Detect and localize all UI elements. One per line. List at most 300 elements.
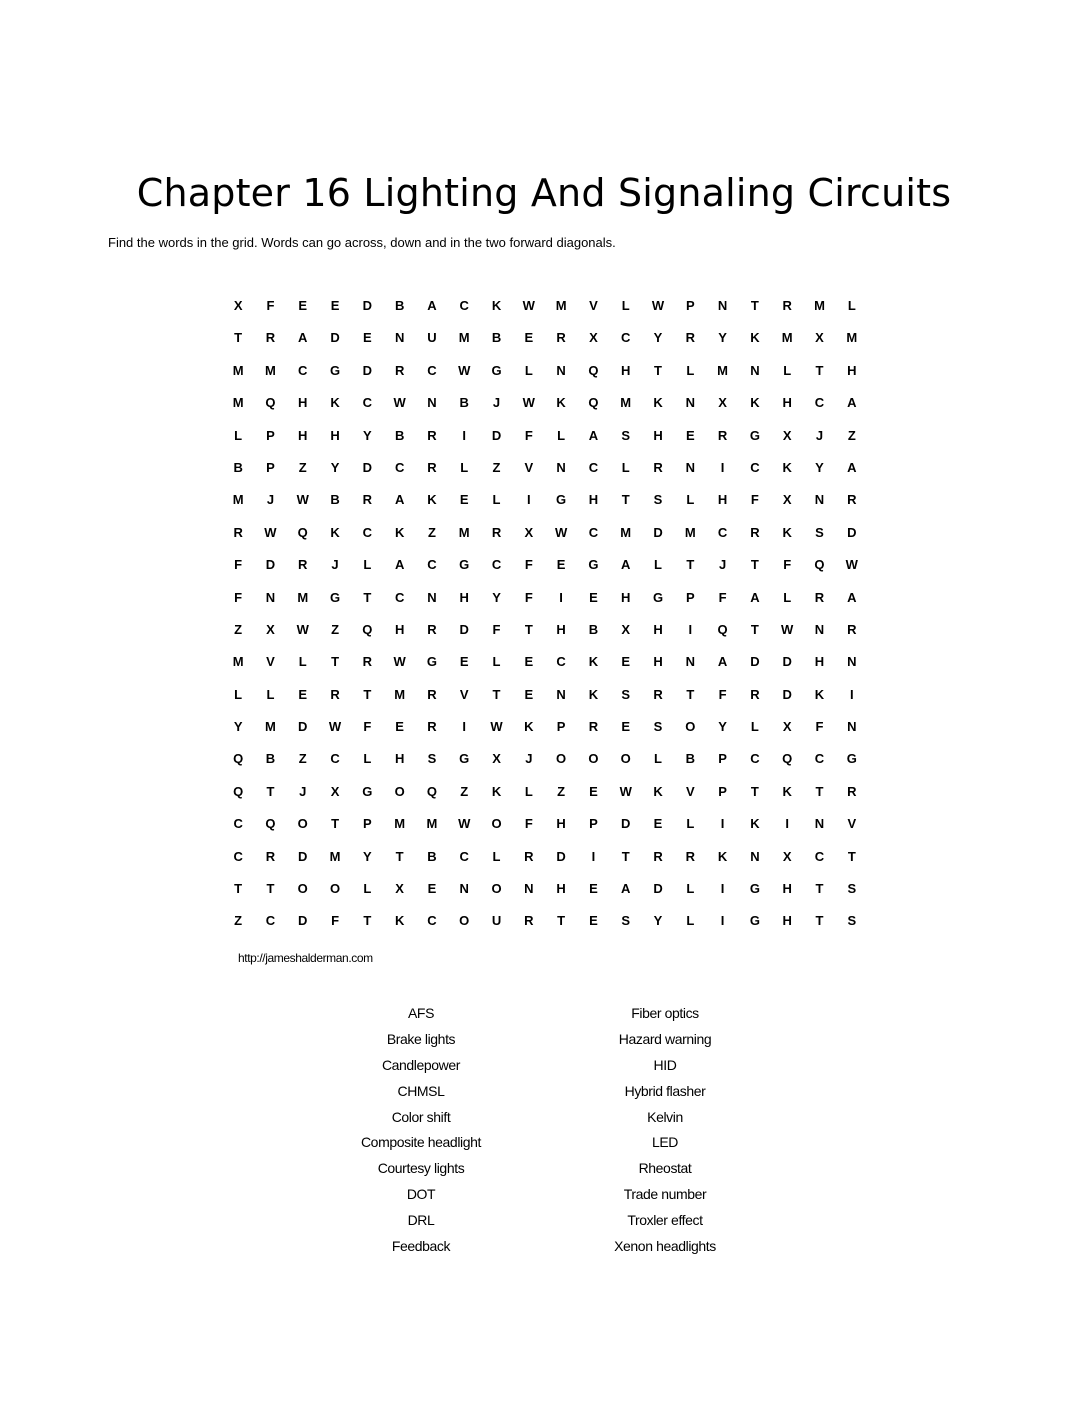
grid-letter[interactable]: E — [395, 719, 404, 735]
grid-letter[interactable]: Q — [782, 751, 793, 767]
grid-letter[interactable]: N — [556, 686, 566, 702]
grid-letter[interactable]: P — [363, 816, 372, 832]
grid-letter[interactable]: L — [524, 783, 533, 799]
grid-letter[interactable]: R — [685, 848, 695, 864]
grid-letter[interactable]: T — [266, 783, 275, 799]
grid-letter[interactable]: W — [393, 395, 406, 411]
grid-letter[interactable]: C — [588, 524, 599, 540]
grid-letter[interactable]: G — [459, 557, 470, 573]
grid-letter[interactable]: Z — [331, 621, 340, 637]
grid-letter[interactable]: S — [621, 686, 631, 702]
grid-letter[interactable]: B — [394, 298, 405, 313]
grid-letter[interactable]: T — [363, 686, 372, 702]
grid-letter[interactable]: H — [782, 913, 792, 929]
grid-letter[interactable]: M — [232, 654, 244, 670]
grid-letter[interactable]: K — [588, 654, 599, 670]
grid-letter[interactable]: E — [427, 881, 437, 897]
grid-letter[interactable]: K — [750, 330, 760, 346]
grid-letter[interactable]: T — [847, 848, 856, 864]
grid-letter[interactable]: H — [394, 621, 405, 637]
grid-letter[interactable]: F — [492, 621, 501, 637]
grid-letter[interactable]: T — [686, 557, 695, 573]
grid-letter[interactable]: T — [234, 881, 243, 897]
grid-letter[interactable]: G — [749, 427, 760, 443]
grid-letter[interactable]: L — [460, 459, 469, 475]
grid-letter[interactable]: L — [363, 751, 372, 767]
grid-letter[interactable]: K — [556, 395, 566, 411]
grid-letter[interactable]: H — [459, 589, 469, 605]
grid-letter[interactable]: D — [653, 881, 663, 897]
grid-letter[interactable]: W — [490, 719, 503, 735]
grid-letter[interactable]: H — [394, 751, 405, 767]
grid-letter[interactable]: C — [362, 395, 373, 411]
grid-letter[interactable]: Z — [557, 783, 566, 799]
grid-letter[interactable]: M — [781, 330, 793, 346]
grid-letter[interactable]: L — [750, 719, 759, 735]
grid-letter[interactable]: L — [363, 557, 372, 573]
grid-letter[interactable]: L — [234, 686, 243, 702]
grid-letter[interactable]: E — [589, 783, 598, 799]
grid-letter[interactable]: T — [331, 816, 340, 832]
grid-letter[interactable]: R — [653, 848, 663, 864]
grid-letter[interactable]: F — [331, 913, 340, 929]
grid-letter[interactable]: R — [233, 524, 243, 540]
grid-letter[interactable]: H — [556, 881, 566, 897]
grid-letter[interactable]: N — [814, 621, 825, 637]
grid-letter[interactable]: K — [814, 686, 825, 702]
grid-letter[interactable]: L — [492, 492, 501, 508]
grid-letter[interactable]: G — [556, 492, 567, 508]
grid-letter[interactable]: Z — [847, 427, 856, 443]
grid-letter[interactable]: N — [847, 719, 857, 735]
grid-letter[interactable]: R — [491, 524, 502, 540]
grid-letter[interactable]: A — [298, 330, 308, 346]
grid-letter[interactable]: R — [427, 459, 437, 475]
grid-letter[interactable]: T — [363, 913, 372, 929]
grid-letter[interactable]: W — [393, 654, 406, 670]
grid-letter[interactable]: G — [459, 751, 470, 767]
grid-letter[interactable]: N — [427, 395, 437, 411]
grid-letter[interactable]: Q — [814, 557, 825, 573]
grid-letter[interactable]: I — [720, 881, 725, 897]
grid-letter[interactable]: D — [556, 848, 566, 864]
grid-letter[interactable]: T — [815, 783, 824, 799]
grid-letter[interactable]: T — [686, 686, 695, 702]
grid-letter[interactable]: E — [459, 492, 469, 508]
grid-letter[interactable]: M — [684, 524, 696, 540]
grid-letter[interactable]: D — [265, 557, 276, 573]
grid-letter[interactable]: R — [653, 459, 663, 475]
grid-letter[interactable]: Z — [234, 621, 243, 637]
grid-letter[interactable]: R — [427, 621, 437, 637]
grid-letter[interactable]: C — [588, 459, 599, 475]
grid-letter[interactable]: T — [234, 330, 243, 346]
grid-letter[interactable]: A — [621, 557, 631, 573]
grid-letter[interactable]: N — [814, 492, 825, 508]
grid-letter[interactable]: B — [394, 427, 405, 443]
grid-letter[interactable]: X — [266, 621, 275, 637]
grid-letter[interactable]: T — [524, 621, 533, 637]
grid-letter[interactable]: C — [394, 459, 405, 475]
grid-letter[interactable]: O — [685, 719, 696, 735]
grid-letter[interactable]: W — [651, 298, 665, 313]
grid-letter[interactable]: C — [814, 751, 825, 767]
grid-letter[interactable]: R — [427, 686, 437, 702]
grid-letter[interactable]: Y — [718, 719, 727, 735]
grid-letter[interactable]: E — [524, 686, 534, 702]
grid-letter[interactable]: G — [588, 557, 599, 573]
grid-letter[interactable]: C — [394, 589, 405, 605]
grid-letter[interactable]: R — [782, 298, 792, 313]
grid-letter[interactable]: T — [815, 913, 824, 929]
grid-letter[interactable]: L — [686, 492, 695, 508]
grid-letter[interactable]: D — [362, 459, 373, 475]
grid-letter[interactable]: C — [298, 362, 308, 378]
grid-letter[interactable]: L — [524, 362, 533, 378]
grid-letter[interactable]: Q — [265, 395, 276, 411]
grid-letter[interactable]: O — [620, 751, 631, 767]
grid-letter[interactable]: F — [750, 492, 759, 508]
grid-letter[interactable]: B — [459, 395, 469, 411]
grid-letter[interactable]: J — [299, 783, 307, 799]
grid-letter[interactable]: C — [556, 654, 566, 670]
grid-letter[interactable]: X — [330, 783, 340, 799]
grid-letter[interactable]: Q — [588, 362, 599, 378]
grid-letter[interactable]: L — [686, 913, 695, 929]
grid-letter[interactable]: R — [427, 719, 437, 735]
grid-letter[interactable]: L — [363, 881, 372, 897]
grid-letter[interactable]: E — [524, 330, 534, 346]
grid-letter[interactable]: K — [588, 686, 599, 702]
grid-letter[interactable]: M — [265, 362, 276, 378]
grid-letter[interactable]: M — [814, 298, 825, 313]
grid-letter[interactable]: D — [298, 848, 308, 864]
grid-letter[interactable]: L — [492, 848, 501, 864]
grid-letter[interactable]: F — [524, 816, 533, 832]
grid-letter[interactable]: I — [849, 686, 854, 702]
grid-letter[interactable]: F — [718, 589, 727, 605]
grid-letter[interactable]: E — [298, 298, 308, 313]
grid-letter[interactable]: G — [652, 589, 664, 605]
grid-letter[interactable]: C — [814, 395, 825, 411]
grid-letter[interactable]: N — [814, 816, 825, 832]
grid-letter[interactable]: S — [427, 751, 437, 767]
grid-letter[interactable]: M — [426, 816, 438, 832]
grid-letter[interactable]: D — [782, 686, 792, 702]
grid-letter[interactable]: W — [264, 524, 277, 540]
grid-letter[interactable]: D — [782, 654, 792, 670]
grid-letter[interactable]: L — [266, 686, 275, 702]
grid-letter[interactable]: C — [491, 557, 502, 573]
grid-letter[interactable]: K — [491, 298, 502, 313]
grid-letter[interactable]: L — [621, 298, 630, 313]
grid-letter[interactable]: U — [491, 913, 502, 929]
grid-letter[interactable]: L — [557, 427, 566, 443]
grid-letter[interactable]: E — [621, 654, 631, 670]
grid-letter[interactable]: N — [750, 848, 760, 864]
grid-letter[interactable]: A — [847, 395, 857, 411]
grid-letter[interactable]: K — [524, 719, 534, 735]
grid-letter[interactable]: R — [394, 362, 405, 378]
grid-letter[interactable]: T — [621, 848, 630, 864]
grid-letter[interactable]: H — [653, 427, 663, 443]
grid-letter[interactable]: E — [685, 427, 695, 443]
grid-letter[interactable]: N — [717, 298, 728, 313]
grid-letter[interactable]: J — [266, 492, 275, 508]
grid-letter[interactable]: N — [685, 654, 695, 670]
grid-letter[interactable]: M — [555, 298, 567, 313]
grid-letter[interactable]: E — [653, 816, 663, 832]
grid-letter[interactable]: B — [685, 751, 695, 767]
grid-letter[interactable]: A — [427, 298, 437, 313]
grid-letter[interactable]: T — [815, 362, 824, 378]
grid-letter[interactable]: X — [492, 751, 501, 767]
grid-letter[interactable]: P — [556, 719, 566, 735]
grid-letter[interactable]: G — [749, 881, 760, 897]
grid-letter[interactable]: H — [653, 621, 663, 637]
grid-letter[interactable]: C — [233, 816, 243, 832]
grid-letter[interactable]: J — [492, 395, 501, 411]
grid-letter[interactable]: B — [588, 621, 599, 637]
grid-letter[interactable]: B — [233, 459, 243, 475]
grid-letter[interactable]: H — [556, 621, 566, 637]
grid-letter[interactable]: Y — [718, 330, 727, 346]
grid-letter[interactable]: C — [621, 330, 631, 346]
grid-letter[interactable]: L — [621, 459, 630, 475]
grid-letter[interactable]: Y — [330, 459, 340, 475]
grid-letter[interactable]: Q — [426, 783, 437, 799]
grid-letter[interactable]: X — [718, 395, 727, 411]
grid-letter[interactable]: K — [750, 816, 760, 832]
grid-letter[interactable]: Y — [653, 913, 663, 929]
grid-letter[interactable]: D — [298, 719, 308, 735]
grid-letter[interactable]: B — [427, 848, 437, 864]
grid-letter[interactable]: R — [685, 330, 695, 346]
grid-letter[interactable]: X — [782, 492, 792, 508]
grid-letter[interactable]: E — [589, 913, 598, 929]
grid-letter[interactable]: I — [462, 427, 467, 443]
grid-letter[interactable]: A — [394, 492, 405, 508]
grid-letter[interactable]: D — [362, 362, 373, 378]
grid-letter[interactable]: N — [685, 459, 695, 475]
grid-letter[interactable]: A — [588, 427, 599, 443]
grid-letter[interactable]: S — [653, 719, 663, 735]
grid-letter[interactable]: Q — [265, 816, 276, 832]
grid-letter[interactable]: D — [459, 621, 469, 637]
grid-letter[interactable]: Z — [427, 524, 436, 540]
grid-letter[interactable]: L — [234, 427, 243, 443]
grid-letter[interactable]: N — [685, 395, 695, 411]
grid-letter[interactable]: N — [265, 589, 276, 605]
grid-letter[interactable]: V — [847, 816, 857, 832]
grid-letter[interactable]: D — [362, 298, 373, 313]
grid-letter[interactable]: R — [814, 589, 825, 605]
grid-letter[interactable]: L — [686, 816, 695, 832]
grid-letter[interactable]: F — [783, 557, 792, 573]
grid-letter[interactable]: A — [750, 589, 760, 605]
grid-letter[interactable]: X — [589, 330, 598, 346]
grid-letter[interactable]: F — [363, 719, 372, 735]
grid-letter[interactable]: I — [720, 816, 725, 832]
grid-letter[interactable]: T — [815, 881, 824, 897]
grid-letter[interactable]: A — [621, 881, 631, 897]
grid-letter[interactable]: R — [427, 427, 437, 443]
grid-letter[interactable]: L — [686, 881, 695, 897]
grid-letter[interactable]: L — [298, 654, 307, 670]
grid-letter[interactable]: W — [296, 621, 309, 637]
grid-letter[interactable]: C — [427, 362, 437, 378]
grid-letter[interactable]: N — [459, 881, 469, 897]
grid-letter[interactable]: K — [491, 783, 502, 799]
grid-letter[interactable]: X — [395, 881, 404, 897]
grid-letter[interactable]: I — [462, 719, 467, 735]
grid-letter[interactable]: T — [266, 881, 275, 897]
grid-letter[interactable]: N — [524, 881, 534, 897]
grid-letter[interactable]: I — [591, 848, 596, 864]
grid-letter[interactable]: C — [362, 524, 373, 540]
grid-letter[interactable]: G — [329, 362, 341, 378]
grid-letter[interactable]: C — [330, 751, 340, 767]
grid-letter[interactable]: E — [459, 654, 469, 670]
grid-letter[interactable]: D — [750, 654, 760, 670]
grid-letter[interactable]: P — [266, 459, 275, 475]
grid-letter[interactable]: P — [718, 783, 727, 799]
grid-letter[interactable]: B — [330, 492, 340, 508]
grid-letter[interactable]: H — [653, 654, 663, 670]
grid-letter[interactable]: C — [717, 524, 728, 540]
grid-letter[interactable]: X — [782, 427, 792, 443]
grid-letter[interactable]: W — [458, 362, 471, 378]
grid-letter[interactable]: D — [653, 524, 663, 540]
grid-letter[interactable]: J — [815, 427, 824, 443]
grid-letter[interactable]: E — [556, 557, 566, 573]
grid-letter[interactable]: V — [266, 654, 275, 670]
grid-letter[interactable]: C — [459, 298, 469, 313]
grid-letter[interactable]: T — [750, 298, 759, 313]
grid-letter[interactable]: R — [362, 654, 373, 670]
grid-letter[interactable]: F — [815, 719, 824, 735]
grid-letter[interactable]: R — [588, 719, 599, 735]
grid-letter[interactable]: S — [847, 881, 857, 897]
grid-letter[interactable]: V — [685, 783, 695, 799]
grid-letter[interactable]: R — [362, 492, 373, 508]
grid-letter[interactable]: X — [782, 719, 792, 735]
grid-letter[interactable]: D — [491, 427, 502, 443]
grid-letter[interactable]: L — [686, 362, 695, 378]
grid-letter[interactable]: H — [556, 816, 566, 832]
grid-letter[interactable]: P — [718, 751, 727, 767]
grid-letter[interactable]: K — [394, 913, 405, 929]
grid-letter[interactable]: O — [329, 881, 341, 897]
grid-letter[interactable]: R — [653, 686, 663, 702]
grid-letter[interactable]: H — [588, 492, 599, 508]
grid-letter[interactable]: C — [265, 913, 276, 929]
grid-letter[interactable]: H — [330, 427, 340, 443]
grid-letter[interactable]: R — [847, 621, 857, 637]
grid-letter[interactable]: D — [298, 913, 308, 929]
grid-letter[interactable]: W — [781, 621, 794, 637]
grid-letter[interactable]: E — [524, 654, 534, 670]
grid-letter[interactable]: K — [653, 395, 663, 411]
grid-letter[interactable]: R — [750, 686, 760, 702]
grid-letter[interactable]: R — [265, 330, 276, 346]
grid-letter[interactable]: S — [653, 492, 663, 508]
grid-letter[interactable]: A — [717, 654, 728, 670]
grid-letter[interactable]: T — [654, 362, 662, 378]
grid-letter[interactable]: K — [782, 783, 792, 799]
grid-letter[interactable]: X — [233, 298, 243, 313]
grid-letter[interactable]: Z — [234, 913, 243, 929]
grid-letter[interactable]: K — [427, 492, 437, 508]
grid-letter[interactable]: M — [297, 589, 309, 605]
grid-letter[interactable]: O — [491, 881, 502, 897]
grid-letter[interactable]: M — [265, 719, 276, 735]
grid-letter[interactable]: H — [717, 492, 728, 508]
grid-letter[interactable]: C — [459, 848, 469, 864]
grid-letter[interactable]: Z — [492, 459, 501, 475]
grid-letter[interactable]: N — [750, 362, 760, 378]
grid-letter[interactable]: K — [330, 395, 340, 411]
grid-letter[interactable]: P — [685, 589, 695, 605]
grid-letter[interactable]: T — [395, 848, 404, 864]
grid-letter[interactable]: T — [557, 913, 566, 929]
grid-letter[interactable]: W — [458, 816, 471, 832]
grid-letter[interactable]: F — [524, 557, 533, 573]
grid-letter[interactable]: T — [621, 492, 630, 508]
grid-letter[interactable]: M — [329, 848, 341, 864]
grid-letter[interactable]: H — [814, 654, 825, 670]
grid-letter[interactable]: O — [297, 881, 308, 897]
grid-letter[interactable]: D — [330, 330, 340, 346]
grid-letter[interactable]: H — [782, 881, 792, 897]
grid-letter[interactable]: R — [298, 557, 308, 573]
grid-letter[interactable]: S — [621, 913, 631, 929]
grid-letter[interactable]: N — [427, 589, 437, 605]
grid-letter[interactable]: N — [556, 362, 566, 378]
grid-letter[interactable]: Z — [298, 751, 307, 767]
grid-letter[interactable]: Y — [363, 848, 372, 864]
grid-letter[interactable]: L — [654, 557, 662, 573]
grid-letter[interactable]: W — [554, 524, 568, 540]
grid-letter[interactable]: Y — [815, 459, 824, 475]
grid-letter[interactable]: V — [524, 459, 534, 475]
grid-letter[interactable]: P — [589, 816, 598, 832]
grid-letter[interactable]: I — [720, 459, 725, 475]
grid-letter[interactable]: C — [814, 848, 825, 864]
grid-letter[interactable]: X — [621, 621, 631, 637]
grid-letter[interactable]: J — [331, 557, 339, 573]
grid-letter[interactable]: T — [363, 589, 372, 605]
grid-letter[interactable]: R — [717, 427, 728, 443]
grid-letter[interactable]: C — [427, 913, 437, 929]
grid-letter[interactable]: H — [847, 362, 857, 378]
grid-letter[interactable]: A — [847, 589, 857, 605]
grid-letter[interactable]: K — [750, 395, 760, 411]
grid-letter[interactable]: F — [266, 298, 275, 313]
grid-letter[interactable]: Y — [653, 330, 663, 346]
grid-letter[interactable]: H — [298, 427, 308, 443]
grid-letter[interactable]: P — [685, 298, 695, 313]
grid-letter[interactable]: J — [525, 751, 533, 767]
grid-letter[interactable]: T — [750, 783, 759, 799]
grid-letter[interactable]: M — [846, 330, 858, 346]
grid-letter[interactable]: G — [426, 654, 437, 670]
grid-letter[interactable]: K — [394, 524, 405, 540]
grid-letter[interactable]: W — [845, 557, 858, 573]
grid-letter[interactable]: L — [783, 362, 792, 378]
grid-letter[interactable]: M — [394, 686, 406, 702]
grid-letter[interactable]: G — [749, 913, 760, 929]
